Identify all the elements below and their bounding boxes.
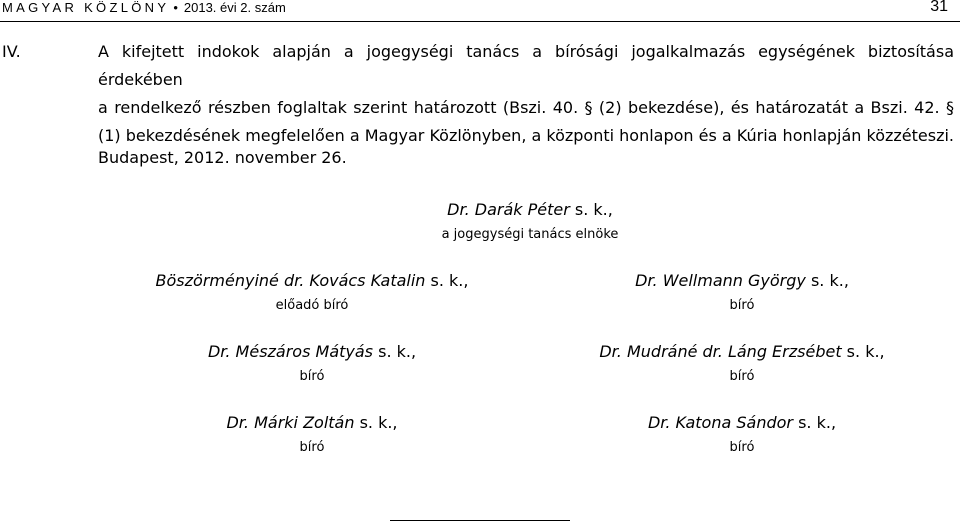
- section-paragraph: [98, 38, 954, 150]
- page-header: [0, 0, 960, 20]
- signer-name: Böszörményiné dr. Kovács Katalin s. k.,: [155, 271, 469, 290]
- signature-right-1: [582, 271, 902, 315]
- signature-president: [370, 200, 690, 244]
- signer-name: Dr. Márki Zoltán s. k.,: [226, 413, 398, 432]
- signer-name: Dr. Darák Péter s. k.,: [447, 200, 613, 219]
- signer-role: bíró: [729, 298, 755, 313]
- page-number: 31: [930, 0, 948, 15]
- header-bullet: •: [173, 0, 178, 15]
- signature-left-3: [152, 413, 472, 457]
- signer-role: bíró: [299, 369, 325, 384]
- signature-right-3: [582, 413, 902, 457]
- signer-role: bíró: [729, 369, 755, 384]
- signer-name: Dr. Katona Sándor s. k.,: [647, 413, 837, 432]
- issue-label: 2013. évi 2. szám: [183, 0, 286, 15]
- signer-role: bíró: [729, 440, 755, 455]
- signature-right-2: [582, 342, 902, 386]
- signer-name: Dr. Mudráné dr. Láng Erzsébet s. k.,: [599, 342, 885, 361]
- paragraph-line: A kifejtett indokok alapján a jogegységi tanács a bírósági jogalkalmazás egységének biztosítása érdekében: [98, 42, 954, 89]
- journal-title: MAGYAR KÖZLÖNY: [2, 0, 170, 15]
- signer-role: bíró: [299, 440, 325, 455]
- signer-name: Dr. Wellmann György s. k.,: [635, 271, 849, 290]
- signer-name: Dr. Mészáros Mátyás s. k.,: [207, 342, 417, 361]
- signature-left-2: [152, 342, 472, 386]
- place-date: Budapest, 2012. november 26.: [98, 148, 347, 167]
- signature-left-1: [152, 271, 472, 315]
- signer-role: a jogegységi tanács elnöke: [441, 227, 619, 242]
- footer-rule: [390, 520, 570, 521]
- paragraph-line: a rendelkező részben foglaltak szerint határozott (Bszi. 40. § (2) bekezdése), és határozatát a Bszi. 42. §: [98, 98, 954, 117]
- paragraph-line: (1) bekezdésének megfelelően a Magyar Közlönyben, a központi honlapon és a Kúria honlapján közzéteszi.: [98, 126, 955, 145]
- header-rule: [0, 21, 960, 22]
- header-left: [2, 0, 286, 15]
- section-number: IV.: [2, 42, 21, 61]
- signer-role: előadó bíró: [275, 298, 349, 313]
